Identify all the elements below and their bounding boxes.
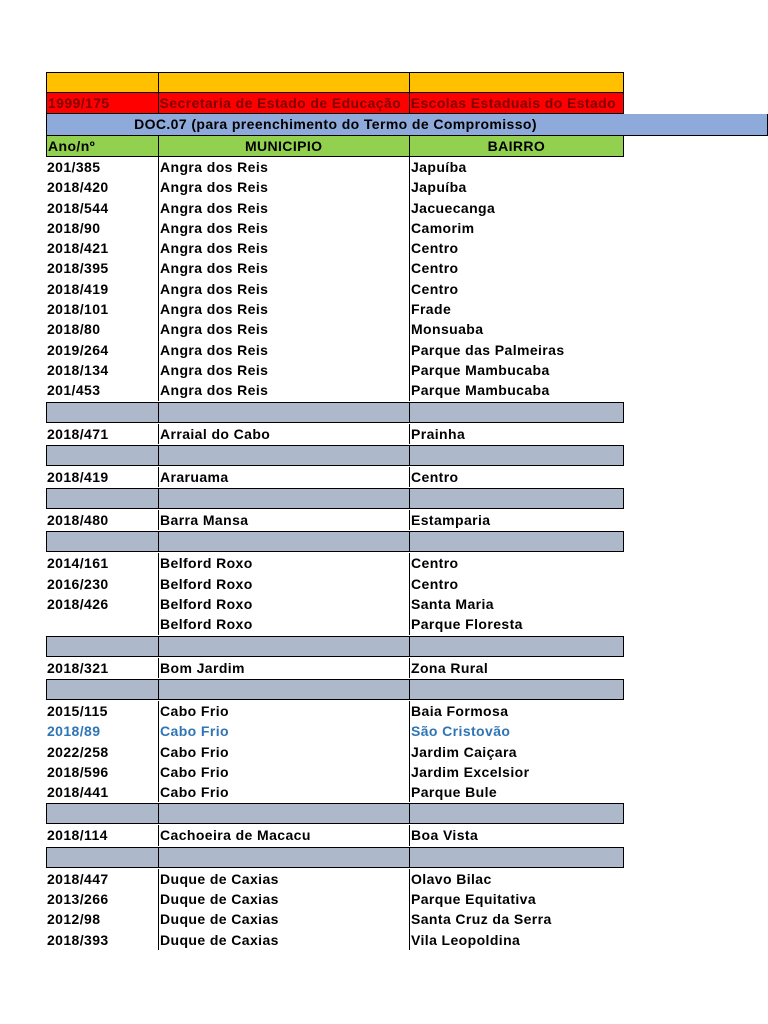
table-row: [46, 424, 624, 444]
cell-municipio[interactable]: Duque de Caxias: [158, 869, 410, 889]
cell-ano[interactable]: 2022/258: [47, 743, 109, 760]
cell-bairro[interactable]: Parque Mambucaba: [411, 382, 550, 399]
cell-ano[interactable]: 2018/544: [47, 199, 109, 216]
cell-ano[interactable]: 2018/321: [47, 659, 109, 676]
cell-municipio[interactable]: Cabo Frio: [158, 782, 410, 802]
cell-municipio[interactable]: Angra dos Reis: [158, 238, 410, 258]
cell-municipio[interactable]: Angra dos Reis: [158, 360, 410, 380]
cell-municipio[interactable]: Arraial do Cabo: [158, 424, 410, 444]
cell-ano[interactable]: 2018/419: [47, 468, 109, 485]
column-header-bairro[interactable]: BAIRRO: [487, 138, 546, 154]
cell-bairro[interactable]: Parque Floresta: [411, 616, 523, 633]
cell[interactable]: Escolas Estaduais do Estado: [410, 95, 617, 111]
cell-bairro[interactable]: São Cristovão: [411, 723, 511, 740]
cell-ano[interactable]: 2018/393: [47, 931, 109, 948]
column-header-row: [46, 136, 624, 157]
separator-row: [46, 679, 624, 700]
separator-row: [46, 636, 624, 657]
table-row: [46, 909, 624, 929]
cell-bairro[interactable]: Parque Bule: [411, 784, 498, 801]
empty-cell[interactable]: [410, 637, 623, 656]
table-row: [46, 279, 624, 299]
separator-row: [46, 531, 624, 552]
cell-bairro[interactable]: Parque das Palmeiras: [411, 341, 565, 358]
cell-bairro[interactable]: Jacuecanga: [411, 199, 496, 216]
spreadsheet: [46, 72, 624, 950]
cell-bairro[interactable]: Japuíba: [411, 179, 467, 196]
cell-bairro[interactable]: Monsuaba: [411, 321, 484, 338]
empty-cell[interactable]: [410, 848, 623, 867]
empty-cell[interactable]: [47, 680, 159, 699]
empty-cell[interactable]: [47, 403, 159, 422]
cell[interactable]: 1999/175: [47, 93, 159, 113]
empty-cell[interactable]: [159, 680, 410, 699]
cell-bairro[interactable]: Centro: [411, 575, 459, 592]
empty-cell[interactable]: [159, 403, 410, 422]
cell-ano[interactable]: 2018/447: [47, 870, 109, 887]
table-row: [46, 258, 624, 278]
cell-municipio[interactable]: Belford Roxo: [158, 553, 410, 573]
table-row: [46, 869, 624, 889]
cell[interactable]: Secretaria de Estado de Educação: [159, 93, 410, 113]
table-row: [46, 721, 624, 741]
column-header-municipio[interactable]: MUNICIPIO: [159, 136, 410, 156]
cell-bairro[interactable]: Prainha: [411, 425, 466, 442]
cell-ano[interactable]: 2018/134: [47, 361, 109, 378]
cell-bairro[interactable]: Frade: [411, 301, 452, 318]
cell-ano[interactable]: 201/453: [47, 382, 101, 399]
empty-cell[interactable]: [47, 532, 159, 551]
cell-ano[interactable]: 2013/266: [47, 891, 109, 908]
cell-ano[interactable]: 2016/230: [47, 575, 109, 592]
table-row: [46, 380, 624, 400]
empty-cell[interactable]: [159, 446, 410, 465]
table-row: [46, 198, 624, 218]
cell-ano[interactable]: 2018/89: [47, 723, 101, 740]
cell-municipio[interactable]: Araruama: [158, 467, 410, 487]
cell-bairro[interactable]: Centro: [411, 468, 459, 485]
cell-municipio[interactable]: Angra dos Reis: [158, 279, 410, 299]
cell-municipio[interactable]: Cachoeira de Macacu: [158, 825, 410, 845]
cell-municipio[interactable]: Angra dos Reis: [158, 319, 410, 339]
table-row: [46, 177, 624, 197]
table-row: [46, 360, 624, 380]
cell-ano[interactable]: 2018/419: [47, 280, 109, 297]
table-row: [46, 889, 624, 909]
cell-ano[interactable]: 2018/471: [47, 425, 109, 442]
cell-bairro[interactable]: Centro: [411, 260, 459, 277]
cell-bairro[interactable]: Jardim Excelsior: [411, 763, 530, 780]
separator-row: [46, 402, 624, 423]
table-row: [46, 825, 624, 845]
cell-bairro[interactable]: Parque Equitativa: [411, 891, 537, 908]
table-row: [46, 762, 624, 782]
cell-ano[interactable]: 2018/80: [47, 321, 101, 338]
cell-municipio[interactable]: Cabo Frio: [158, 742, 410, 762]
cell-bairro[interactable]: Centro: [411, 280, 459, 297]
table-row: [46, 157, 624, 177]
table-row: [46, 319, 624, 339]
empty-cell[interactable]: [47, 446, 159, 465]
table-row: [46, 614, 624, 634]
cell-municipio[interactable]: Angra dos Reis: [158, 177, 410, 197]
table-body: [46, 157, 624, 950]
empty-cell[interactable]: [159, 637, 410, 656]
table-row: [46, 218, 624, 238]
cell-ano[interactable]: 2018/480: [47, 512, 109, 529]
cell-municipio[interactable]: Angra dos Reis: [158, 258, 410, 278]
cell-bairro[interactable]: Boa Vista: [411, 827, 479, 844]
cell-municipio[interactable]: Duque de Caxias: [158, 889, 410, 909]
table-row: [46, 782, 624, 802]
table-row: [46, 340, 624, 360]
cell-bairro[interactable]: Baia Formosa: [411, 702, 509, 719]
cell[interactable]: [410, 73, 623, 92]
empty-cell[interactable]: [159, 532, 410, 551]
table-row: [46, 510, 624, 530]
empty-cell[interactable]: [410, 403, 623, 422]
separator-row: [46, 445, 624, 466]
cell-ano[interactable]: 2018/420: [47, 179, 109, 196]
cell-bairro[interactable]: Centro: [411, 240, 459, 257]
header-row-yellow: [46, 72, 624, 93]
cell-ano[interactable]: 2018/114: [47, 827, 108, 844]
empty-cell[interactable]: [410, 804, 623, 823]
empty-cell[interactable]: [47, 804, 159, 823]
cell-municipio[interactable]: Bom Jardim: [158, 658, 410, 678]
cell-municipio[interactable]: Cabo Frio: [158, 701, 410, 721]
table-row: [46, 553, 624, 573]
doc-title[interactable]: DOC.07 (para preenchimento do Termo de Compromisso): [134, 116, 537, 132]
table-row: [46, 467, 624, 487]
table-row: [46, 930, 624, 950]
empty-cell[interactable]: [47, 848, 159, 867]
empty-cell[interactable]: [159, 848, 410, 867]
cell[interactable]: [159, 73, 410, 92]
cell-municipio[interactable]: Duque de Caxias: [158, 930, 410, 950]
cell-ano[interactable]: 2018/596: [47, 763, 109, 780]
cell-municipio[interactable]: Angra dos Reis: [158, 218, 410, 238]
cell-ano[interactable]: [46, 614, 158, 634]
cell-ano[interactable]: 2018/90: [47, 219, 101, 236]
cell-bairro[interactable]: Estamparia: [411, 512, 491, 529]
cell-municipio[interactable]: Angra dos Reis: [158, 380, 410, 400]
cell-bairro[interactable]: Olavo Bilac: [411, 870, 492, 887]
doc-title-row: [46, 114, 768, 136]
cell-bairro[interactable]: Santa Maria: [411, 596, 494, 613]
cell-ano[interactable]: 2019/264: [47, 341, 109, 358]
cell-ano[interactable]: 2018/421: [47, 240, 109, 257]
table-row: [46, 742, 624, 762]
empty-cell[interactable]: [410, 532, 623, 551]
cell-municipio[interactable]: Angra dos Reis: [158, 299, 410, 319]
empty-cell[interactable]: [159, 489, 410, 508]
cell-ano[interactable]: 2018/426: [47, 596, 109, 613]
cell-municipio[interactable]: Angra dos Reis: [158, 198, 410, 218]
cell-ano[interactable]: 2018/395: [47, 260, 109, 277]
separator-row: [46, 803, 624, 824]
cell-bairro[interactable]: Centro: [411, 555, 459, 572]
cell-bairro[interactable]: Japuíba: [411, 159, 467, 175]
empty-cell[interactable]: [410, 446, 623, 465]
table-row: [46, 594, 624, 614]
cell-municipio[interactable]: Cabo Frio: [158, 762, 410, 782]
cell-municipio[interactable]: Cabo Frio: [158, 721, 410, 741]
table-row: [46, 701, 624, 721]
cell-municipio[interactable]: Angra dos Reis: [158, 340, 410, 360]
cell-municipio[interactable]: Belford Roxo: [158, 594, 410, 614]
cell-ano[interactable]: 2012/98: [47, 911, 101, 928]
empty-cell[interactable]: [47, 489, 159, 508]
cell-bairro[interactable]: Jardim Caiçara: [411, 743, 517, 760]
empty-cell[interactable]: [47, 637, 159, 656]
cell-municipio[interactable]: Barra Mansa: [158, 510, 410, 530]
table-row: [46, 299, 624, 319]
table-row: [46, 238, 624, 258]
separator-row: [46, 488, 624, 509]
cell-bairro[interactable]: Parque Mambucaba: [411, 361, 550, 378]
cell-bairro[interactable]: Zona Rural: [411, 659, 489, 676]
cell-municipio[interactable]: Angra dos Reis: [158, 157, 410, 177]
empty-cell[interactable]: [410, 680, 623, 699]
table-row: [46, 574, 624, 594]
cell-ano[interactable]: 2015/115: [47, 702, 108, 719]
header-row-red: [46, 93, 624, 114]
cell[interactable]: [47, 73, 159, 92]
cell-municipio[interactable]: Belford Roxo: [158, 614, 410, 634]
cell-municipio[interactable]: Duque de Caxias: [158, 909, 410, 929]
cell-municipio[interactable]: Belford Roxo: [158, 574, 410, 594]
separator-row: [46, 847, 624, 868]
cell-bairro[interactable]: Santa Cruz da Serra: [411, 911, 552, 928]
column-header-ano[interactable]: Ano/nº: [47, 136, 159, 156]
cell-bairro[interactable]: Camorim: [411, 219, 475, 236]
cell-bairro[interactable]: Vila Leopoldina: [411, 931, 521, 948]
table-row: [46, 658, 624, 678]
cell-ano[interactable]: 2014/161: [47, 555, 109, 572]
cell-ano[interactable]: 201/385: [47, 159, 101, 175]
empty-cell[interactable]: [410, 489, 623, 508]
cell-ano[interactable]: 2018/441: [47, 784, 109, 801]
cell-ano[interactable]: 2018/101: [47, 301, 109, 318]
empty-cell[interactable]: [159, 804, 410, 823]
